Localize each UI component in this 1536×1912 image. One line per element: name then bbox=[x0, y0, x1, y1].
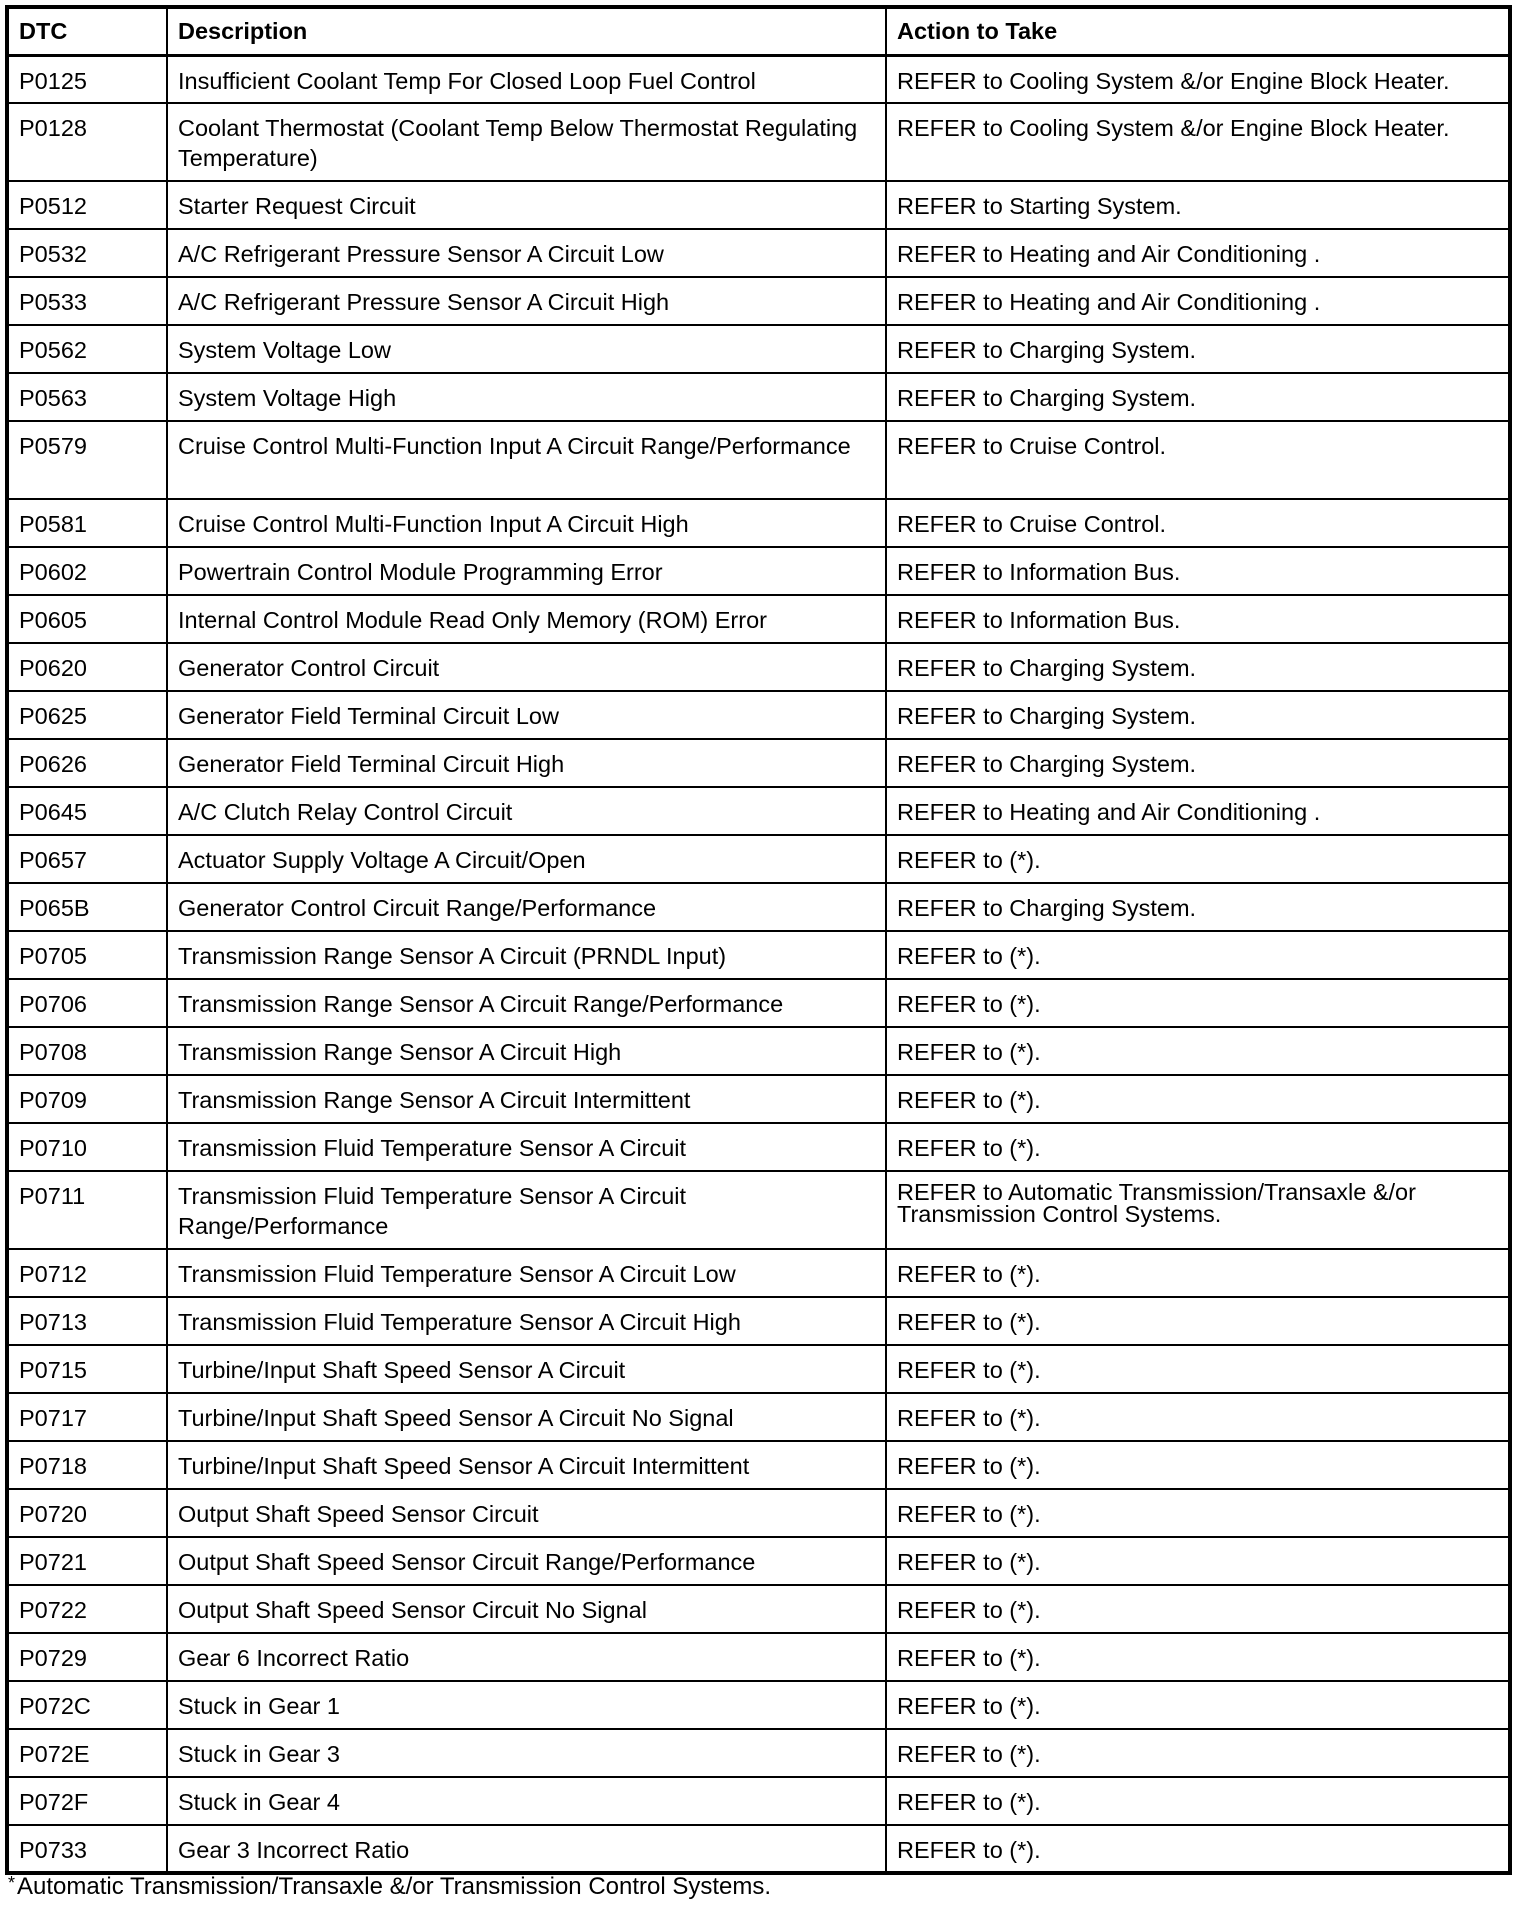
table-row bbox=[7, 181, 1510, 229]
dtc-action: REFER to Heating and Air Conditioning . bbox=[886, 229, 1510, 277]
table-row bbox=[7, 1297, 1510, 1345]
table-row bbox=[7, 547, 1510, 595]
dtc-description: Stuck in Gear 4 bbox=[167, 1777, 886, 1825]
table-row bbox=[7, 55, 1510, 103]
dtc-description: A/C Clutch Relay Control Circuit bbox=[167, 787, 886, 835]
dtc-action: REFER to Heating and Air Conditioning . bbox=[886, 277, 1510, 325]
dtc-action: REFER to Charging System. bbox=[886, 325, 1510, 373]
dtc-action: REFER to Information Bus. bbox=[886, 595, 1510, 643]
dtc-code: P0626 bbox=[7, 739, 167, 787]
table-row bbox=[7, 1249, 1510, 1297]
dtc-description: A/C Refrigerant Pressure Sensor A Circuit High bbox=[167, 277, 886, 325]
dtc-code: P0711 bbox=[7, 1171, 167, 1249]
dtc-description: Generator Control Circuit Range/Performance bbox=[167, 883, 886, 931]
dtc-description: Generator Field Terminal Circuit High bbox=[167, 739, 886, 787]
table-row bbox=[7, 739, 1510, 787]
table-row bbox=[7, 691, 1510, 739]
dtc-code: P072F bbox=[7, 1777, 167, 1825]
table-row bbox=[7, 595, 1510, 643]
column-header-action: Action to Take bbox=[886, 7, 1510, 55]
dtc-description: Transmission Range Sensor A Circuit High bbox=[167, 1027, 886, 1075]
dtc-code: P0620 bbox=[7, 643, 167, 691]
dtc-description: Transmission Fluid Temperature Sensor A Circuit High bbox=[167, 1297, 886, 1345]
table-row bbox=[7, 1441, 1510, 1489]
dtc-action: REFER to (*). bbox=[886, 1729, 1510, 1777]
column-header-dtc: DTC bbox=[7, 7, 167, 55]
dtc-description: Cruise Control Multi-Function Input A Circuit Range/Performance bbox=[167, 421, 886, 499]
dtc-description: Turbine/Input Shaft Speed Sensor A Circuit bbox=[167, 1345, 886, 1393]
dtc-code: P0512 bbox=[7, 181, 167, 229]
dtc-code: P0710 bbox=[7, 1123, 167, 1171]
footnote-marker: * bbox=[8, 1873, 16, 1893]
table-row bbox=[7, 835, 1510, 883]
dtc-code: P0562 bbox=[7, 325, 167, 373]
table-row bbox=[7, 1075, 1510, 1123]
column-header-description: Description bbox=[167, 7, 886, 55]
dtc-description: Internal Control Module Read Only Memory (ROM) Error bbox=[167, 595, 886, 643]
dtc-action: REFER to Charging System. bbox=[886, 373, 1510, 421]
dtc-code: P065B bbox=[7, 883, 167, 931]
dtc-action: REFER to Cooling System &/or Engine Block Heater. bbox=[886, 103, 1510, 181]
table-row bbox=[7, 1393, 1510, 1441]
dtc-description: Powertrain Control Module Programming Error bbox=[167, 547, 886, 595]
dtc-code: P0625 bbox=[7, 691, 167, 739]
table-row bbox=[7, 229, 1510, 277]
dtc-code: P0712 bbox=[7, 1249, 167, 1297]
dtc-action: REFER to (*). bbox=[886, 1537, 1510, 1585]
dtc-action: REFER to (*). bbox=[886, 835, 1510, 883]
dtc-code: P0708 bbox=[7, 1027, 167, 1075]
dtc-action: REFER to (*). bbox=[886, 1489, 1510, 1537]
dtc-code: P0733 bbox=[7, 1825, 167, 1873]
dtc-description: Starter Request Circuit bbox=[167, 181, 886, 229]
dtc-code: P0579 bbox=[7, 421, 167, 499]
dtc-code: P0720 bbox=[7, 1489, 167, 1537]
dtc-code: P0721 bbox=[7, 1537, 167, 1585]
dtc-code: P0709 bbox=[7, 1075, 167, 1123]
dtc-action: REFER to Cruise Control. bbox=[886, 421, 1510, 499]
dtc-description: Stuck in Gear 3 bbox=[167, 1729, 886, 1777]
dtc-action: REFER to (*). bbox=[886, 979, 1510, 1027]
table-row bbox=[7, 1729, 1510, 1777]
dtc-action: REFER to (*). bbox=[886, 1633, 1510, 1681]
dtc-description: Gear 3 Incorrect Ratio bbox=[167, 1825, 886, 1873]
table-body bbox=[7, 55, 1510, 1873]
dtc-code: P0713 bbox=[7, 1297, 167, 1345]
dtc-description: Generator Field Terminal Circuit Low bbox=[167, 691, 886, 739]
dtc-description: System Voltage High bbox=[167, 373, 886, 421]
dtc-action: REFER to (*). bbox=[886, 1297, 1510, 1345]
table-row bbox=[7, 1489, 1510, 1537]
dtc-action: REFER to Cruise Control. bbox=[886, 499, 1510, 547]
dtc-code: P0532 bbox=[7, 229, 167, 277]
table-row bbox=[7, 1633, 1510, 1681]
dtc-action: REFER to Charging System. bbox=[886, 883, 1510, 931]
dtc-table bbox=[5, 5, 1512, 1875]
dtc-description: Output Shaft Speed Sensor Circuit bbox=[167, 1489, 886, 1537]
dtc-code: P0602 bbox=[7, 547, 167, 595]
dtc-code: P0705 bbox=[7, 931, 167, 979]
dtc-description: Insufficient Coolant Temp For Closed Loop Fuel Control bbox=[167, 55, 886, 103]
dtc-action: REFER to Information Bus. bbox=[886, 547, 1510, 595]
dtc-description: Generator Control Circuit bbox=[167, 643, 886, 691]
dtc-description: Output Shaft Speed Sensor Circuit No Signal bbox=[167, 1585, 886, 1633]
dtc-action: REFER to Automatic Transmission/Transaxle &/or Transmission Control Systems. bbox=[886, 1171, 1510, 1249]
dtc-code: P0563 bbox=[7, 373, 167, 421]
dtc-action: REFER to (*). bbox=[886, 1825, 1510, 1873]
table-row bbox=[7, 499, 1510, 547]
dtc-description: Turbine/Input Shaft Speed Sensor A Circuit Intermittent bbox=[167, 1441, 886, 1489]
dtc-code: P0533 bbox=[7, 277, 167, 325]
table-row bbox=[7, 421, 1510, 499]
dtc-description: Cruise Control Multi-Function Input A Circuit High bbox=[167, 499, 886, 547]
table-row bbox=[7, 277, 1510, 325]
table-row bbox=[7, 1585, 1510, 1633]
table-row bbox=[7, 787, 1510, 835]
table-row bbox=[7, 1171, 1510, 1249]
dtc-action: REFER to (*). bbox=[886, 1393, 1510, 1441]
footnote-text: Automatic Transmission/Transaxle &/or Transmission Control Systems. bbox=[17, 1873, 772, 1900]
dtc-action: REFER to Charging System. bbox=[886, 691, 1510, 739]
dtc-code: P0581 bbox=[7, 499, 167, 547]
dtc-description: Actuator Supply Voltage A Circuit/Open bbox=[167, 835, 886, 883]
dtc-action: REFER to Charging System. bbox=[886, 739, 1510, 787]
dtc-code: P072E bbox=[7, 1729, 167, 1777]
footnote bbox=[8, 1872, 771, 1902]
dtc-code: P0128 bbox=[7, 103, 167, 181]
dtc-action: REFER to (*). bbox=[886, 1681, 1510, 1729]
dtc-description: A/C Refrigerant Pressure Sensor A Circuit Low bbox=[167, 229, 886, 277]
dtc-code: P0125 bbox=[7, 55, 167, 103]
dtc-code: P0657 bbox=[7, 835, 167, 883]
dtc-code: P0718 bbox=[7, 1441, 167, 1489]
dtc-action: REFER to (*). bbox=[886, 1027, 1510, 1075]
table-header-row bbox=[7, 7, 1510, 55]
table-row bbox=[7, 1123, 1510, 1171]
dtc-action: REFER to (*). bbox=[886, 1441, 1510, 1489]
table-row bbox=[7, 373, 1510, 421]
table-row bbox=[7, 103, 1510, 181]
table-row bbox=[7, 1681, 1510, 1729]
dtc-description: Coolant Thermostat (Coolant Temp Below Thermostat Regulating Temperature) bbox=[167, 103, 886, 181]
dtc-action: REFER to (*). bbox=[886, 1585, 1510, 1633]
dtc-action: REFER to Charging System. bbox=[886, 643, 1510, 691]
table-row bbox=[7, 931, 1510, 979]
table-row bbox=[7, 1777, 1510, 1825]
table-row bbox=[7, 1825, 1510, 1873]
dtc-action: REFER to (*). bbox=[886, 1345, 1510, 1393]
table-row bbox=[7, 325, 1510, 373]
dtc-description: Stuck in Gear 1 bbox=[167, 1681, 886, 1729]
dtc-action: REFER to (*). bbox=[886, 1777, 1510, 1825]
dtc-code: P0645 bbox=[7, 787, 167, 835]
dtc-code: P0729 bbox=[7, 1633, 167, 1681]
dtc-description: Transmission Range Sensor A Circuit Intermittent bbox=[167, 1075, 886, 1123]
dtc-action: REFER to (*). bbox=[886, 1123, 1510, 1171]
dtc-code: P0715 bbox=[7, 1345, 167, 1393]
dtc-description: Transmission Range Sensor A Circuit Range/Performance bbox=[167, 979, 886, 1027]
table-row bbox=[7, 883, 1510, 931]
table-row bbox=[7, 1345, 1510, 1393]
dtc-description: Transmission Fluid Temperature Sensor A Circuit bbox=[167, 1123, 886, 1171]
dtc-description: Turbine/Input Shaft Speed Sensor A Circuit No Signal bbox=[167, 1393, 886, 1441]
dtc-action: REFER to (*). bbox=[886, 931, 1510, 979]
table-row bbox=[7, 1537, 1510, 1585]
dtc-action: REFER to Starting System. bbox=[886, 181, 1510, 229]
dtc-action: REFER to Cooling System &/or Engine Block Heater. bbox=[886, 55, 1510, 103]
dtc-description: Gear 6 Incorrect Ratio bbox=[167, 1633, 886, 1681]
dtc-description: Transmission Fluid Temperature Sensor A Circuit Range/Performance bbox=[167, 1171, 886, 1249]
dtc-code: P0717 bbox=[7, 1393, 167, 1441]
dtc-code: P0706 bbox=[7, 979, 167, 1027]
dtc-code: P0722 bbox=[7, 1585, 167, 1633]
dtc-action: REFER to (*). bbox=[886, 1249, 1510, 1297]
table-row bbox=[7, 1027, 1510, 1075]
dtc-code: P072C bbox=[7, 1681, 167, 1729]
dtc-description: Transmission Range Sensor A Circuit (PRNDL Input) bbox=[167, 931, 886, 979]
dtc-description: Transmission Fluid Temperature Sensor A Circuit Low bbox=[167, 1249, 886, 1297]
dtc-code: P0605 bbox=[7, 595, 167, 643]
dtc-description: System Voltage Low bbox=[167, 325, 886, 373]
table-row bbox=[7, 979, 1510, 1027]
dtc-action: REFER to Heating and Air Conditioning . bbox=[886, 787, 1510, 835]
dtc-description: Output Shaft Speed Sensor Circuit Range/Performance bbox=[167, 1537, 886, 1585]
table-row bbox=[7, 643, 1510, 691]
dtc-action: REFER to (*). bbox=[886, 1075, 1510, 1123]
